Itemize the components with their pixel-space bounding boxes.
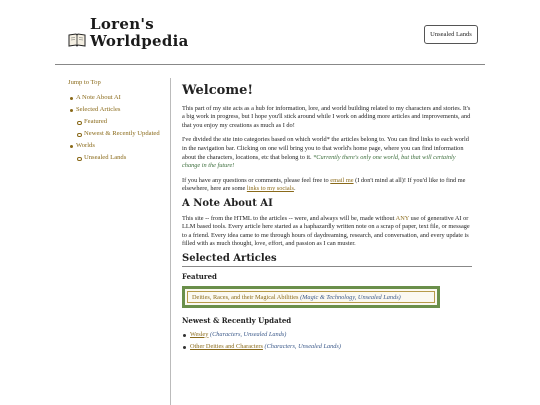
book-icon	[68, 33, 86, 47]
ai-paragraph	[182, 215, 472, 249]
main-content	[182, 83, 472, 356]
bullet-icon	[183, 346, 186, 349]
article-link-wesley[interactable]: Wesley	[190, 330, 209, 338]
toc-item-worlds[interactable]: Worlds	[76, 142, 95, 149]
worlds-note: *Currently there's only one world, but that will certainly change in the future!	[182, 153, 456, 170]
list-item	[182, 343, 472, 352]
toc-item-selected-articles[interactable]: Selected Articles	[76, 106, 121, 113]
intro-paragraph: This part of my site acts as a hub for information, lore, and world building related to my characters and stories. It's a big work in progress, but I hope you'll stick around while I work on adding more articles and improvements, and that you enjoy my creations as much as I do!	[182, 104, 471, 129]
bullet-icon	[183, 334, 186, 337]
article-tags: (Characters, Unsealed Lands)	[264, 343, 341, 351]
bullet-icon	[77, 121, 82, 126]
featured-article-tags: (Magic & Technology, Unsealed Lands)	[300, 294, 401, 302]
toc-item-unsealed-lands[interactable]: Unsealed Lands	[84, 154, 127, 161]
bullet-icon	[77, 133, 82, 138]
sidebar-toc	[68, 77, 168, 164]
site-title-line2: Worldpedia	[90, 32, 189, 50]
newest-heading: Newest & Recently Updated	[182, 316, 292, 326]
toc-item-featured[interactable]: Featured	[84, 118, 108, 125]
selected-articles-heading: Selected Articles	[182, 255, 472, 267]
ai-any-emphasis: ANY	[395, 214, 410, 222]
site-header	[0, 0, 540, 66]
contact-text-1: If you have any questions or comments, please feel free to	[182, 176, 329, 184]
ai-heading: A Note About AI	[182, 197, 273, 209]
contact-text-2: (I don't mind at all)! If you'd like to find me elsewhere, here are some	[182, 176, 466, 193]
featured-article-title[interactable]: Deities, Races, and their Magical Abilities	[192, 294, 299, 302]
contact-text-3: .	[293, 185, 296, 193]
ai-text-2: use of generative AI or LLM based tools. Every article here started as a haphazardly written note on a scrap of paper, text file, or message to a friend. Every idea came to me through hours of daydreaming, research, and conversation, and every update is filled with as much thought, love, effort, and passion as I can muster.	[182, 214, 470, 248]
worlds-text: I've divided the site into categories based on which world* the articles belong to. You can find links to each world in the navigation bar. Clicking on one will bring you to that world's home page, where you can find information about the characters, locations, etc that belong to it.	[182, 136, 469, 161]
world-nav-button[interactable]: Unsealed Lands	[424, 25, 478, 44]
article-tags: (Characters, Unsealed Lands)	[209, 330, 287, 338]
featured-article	[192, 294, 401, 303]
worlds-paragraph	[182, 136, 472, 170]
site-title-line1: Loren's	[90, 15, 155, 33]
email-link[interactable]: email me	[330, 176, 354, 184]
bullet-icon	[70, 97, 73, 100]
site-logo[interactable]	[68, 16, 189, 50]
article-link-other-deities[interactable]: Other Deities and Characters	[190, 343, 263, 351]
featured-article-card[interactable]	[182, 286, 440, 308]
bullet-icon	[70, 109, 73, 112]
toc-item-newest[interactable]: Newest & Recently Updated	[84, 130, 160, 137]
socials-link[interactable]: links to my socials	[246, 185, 294, 193]
jump-to-top-link[interactable]: Jump to Top	[68, 79, 101, 86]
ai-text-1: This site -- from the HTML to the articles -- were, and always will be, made without	[182, 214, 395, 222]
bullet-icon	[70, 145, 73, 148]
toc-item-note-about-ai[interactable]: A Note About AI	[76, 94, 121, 101]
welcome-heading: Welcome!	[182, 83, 254, 98]
header-divider	[55, 64, 485, 65]
site-title	[90, 16, 189, 50]
list-item	[182, 331, 472, 340]
bullet-icon	[77, 157, 82, 162]
newest-list	[182, 331, 472, 352]
sidebar-divider	[170, 78, 171, 405]
contact-paragraph	[182, 177, 472, 194]
featured-heading: Featured	[182, 271, 217, 281]
